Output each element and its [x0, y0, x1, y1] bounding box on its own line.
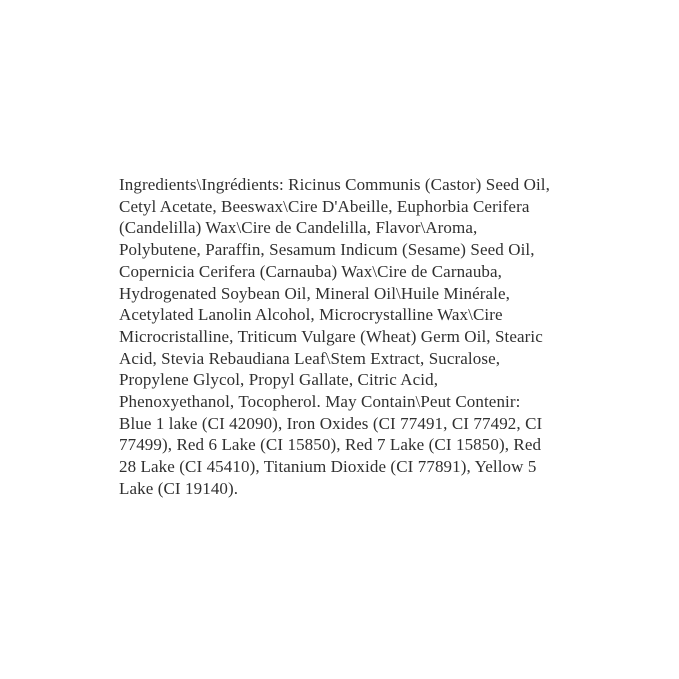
ingredients-line: Propylene Glycol, Propyl Gallate, Citric Acid, [119, 370, 439, 390]
ingredients-line: Lake (CI 19140). [119, 478, 239, 498]
ingredients-line: 77499), Red 6 Lake (CI 15850), Red 7 Lake (CI 15850), Red [119, 435, 542, 455]
ingredients-line: Microcristalline, Triticum Vulgare (Wheat) Germ Oil, Stearic [119, 326, 543, 346]
ingredients-line: (Candelilla) Wax\Cire de Candelilla, Flavor\Aroma, [119, 218, 478, 238]
ingredients-line: Blue 1 lake (CI 42090), Iron Oxides (CI 77491, CI 77492, CI [119, 413, 543, 433]
ingredients-line: 28 Lake (CI 45410), Titanium Dioxide (CI 77891), Yellow 5 [119, 457, 537, 477]
ingredients-line: Acetylated Lanolin Alcohol, Microcrystalline Wax\Cire [119, 305, 503, 325]
ingredients-line: Phenoxyethanol, Tocopherol. May Contain\Peut Contenir: [119, 392, 521, 412]
ingredients-paragraph [119, 174, 571, 500]
ingredients-line: Cetyl Acetate, Beeswax\Cire D'Abeille, Euphorbia Cerifera [119, 196, 530, 216]
ingredients-line: Copernicia Cerifera (Carnauba) Wax\Cire de Carnauba, [119, 261, 503, 281]
ingredients-line: Ingredients\Ingrédients: Ricinus Communis (Castor) Seed Oil, [119, 175, 550, 194]
ingredients-line: Polybutene, Paraffin, Sesamum Indicum (Sesame) Seed Oil, [119, 240, 535, 260]
ingredients-line: Acid, Stevia Rebaudiana Leaf\Stem Extract, Sucralose, [119, 348, 501, 368]
ingredients-line: Hydrogenated Soybean Oil, Mineral Oil\Huile Minérale, [119, 283, 511, 303]
